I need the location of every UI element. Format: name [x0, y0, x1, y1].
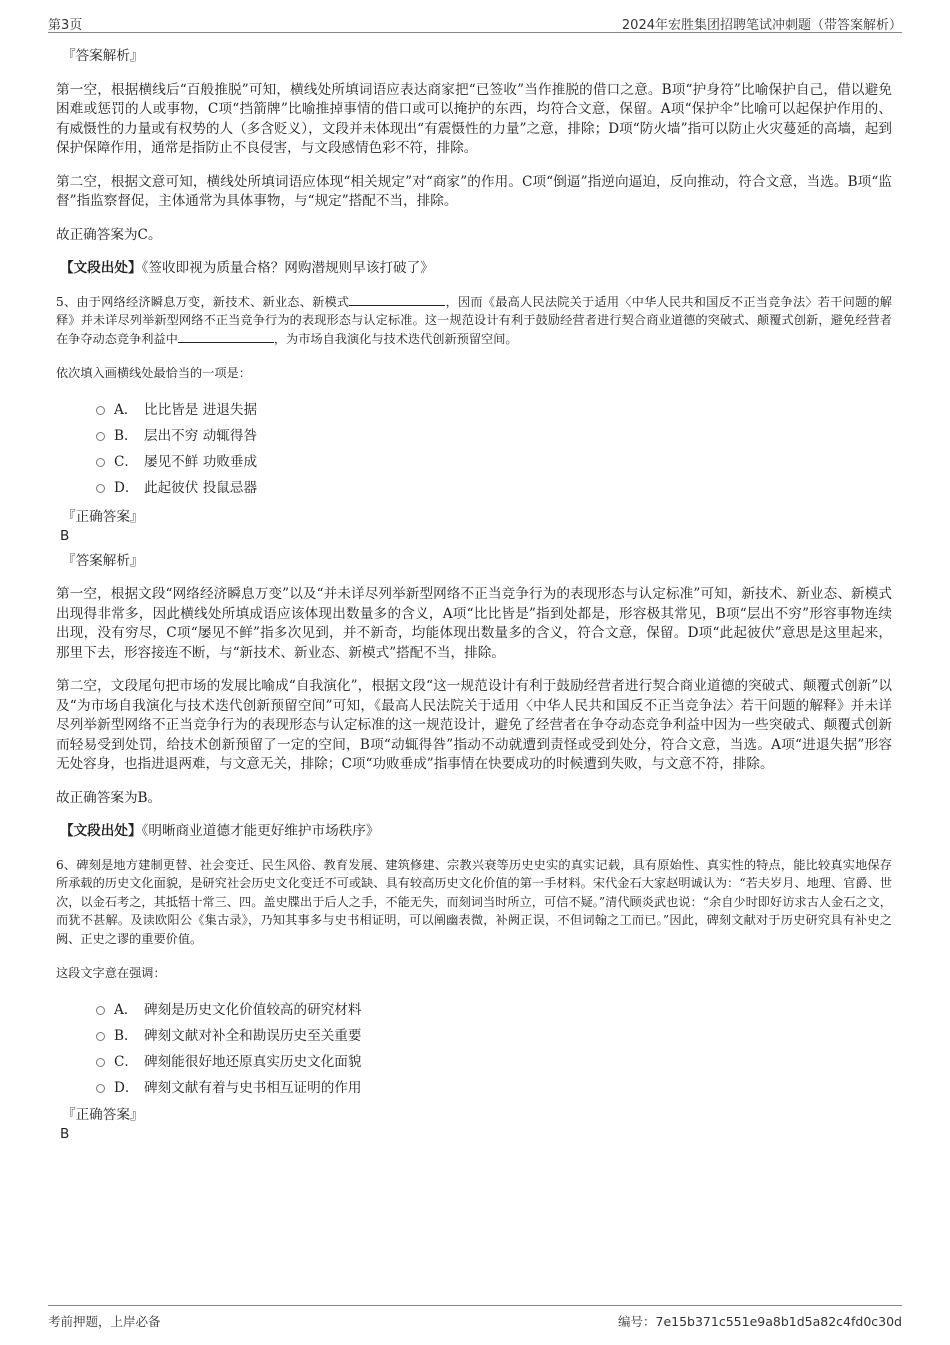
q4-analysis-p1: 第一空，根据横线后“百般推脱”可知，横线处所填词语应表达商家把“已签收”当作推脱的借口之意。B项“护身符”比喻保护自己，借以避免困难或惩罚的人或事物，C项“挡箭牌”比喻推掉事情的借口或可以掩护的东西，均符合文意，保留。A项“保护伞”比喻可以起保护作用的、有威慑性的力量或有权势的人（多含贬义），文段并未体现出“有震慑性的力量”之意，排除；D项“防火墙”指可以防止火灾蔓延的高墙，起到保护保障作用，通常是指防止不良侵害，与文段感情色彩不符，排除。 [56, 81, 892, 156]
q5-prompt: 依次填入画横线处最恰当的一项是： [56, 366, 251, 380]
q5-analysis-label: 『答案解析』 [62, 552, 144, 569]
q5-analysis-p1: 第一空，根据文段“网络经济瞬息万变”以及“并未详尽列举新型网络不正当竞争行为的表现形态与认定标准”可知，新技术、新业态、新模式出现得非常多，因此横线处所填成语应该体现出数量多的含义，A项“比比皆是”指到处都是，形容极其常见，B项“层出不穷”形容事物连续出现，没有穷尽，C项“屡见不鲜”指多次见到，并不新奇，均能体现出数量多的含义，符合文意，保留。D项“此起彼伏”意思是这里起来，那里下去，形容接连不断，与“新技术、新业态、新模式”搭配不当，排除。 [56, 586, 892, 661]
q6-correct-label: 『正确答案』 [62, 1106, 144, 1123]
option-letter: D． [114, 1079, 139, 1096]
option-text: 层出不穷 动辄得咎 [144, 427, 258, 444]
q4-analysis-p2: 第二空，根据文意可知，横线处所填词语应体现“相关规定”对“商家”的作用。C项“倒逼”指逆向逼迫，反向推动，符合文意，当选。B项“监督”指监察督促，主体通常为具体事物，与“规定”搭配不当，排除。 [56, 173, 892, 209]
q5-source-text: 《明晰商业道德才能更好维护市场秩序》 [141, 823, 380, 839]
radio-icon[interactable] [96, 1006, 105, 1015]
q5-stem-part2: ，因而《最高人民法院关于适用〈中华人民共和国反不正当竞争法〉若干问题的解释》并未详尽列举新型网络不正当竞争行为的表现形态与认定标准。这一规范设计有利于鼓励经营者进行契合商业道德的突破式、颠覆式创新，避免经营者在争夺动态竞争利益中 [56, 294, 892, 346]
radio-icon[interactable] [96, 1084, 105, 1093]
q6-option-b[interactable] [96, 1024, 892, 1050]
q5-correct-answer: B [60, 528, 70, 544]
radio-icon[interactable] [96, 406, 105, 415]
radio-icon[interactable] [96, 458, 105, 467]
radio-icon[interactable] [96, 432, 105, 441]
option-text: 碑刻是历史文化价值较高的研究材料 [144, 1001, 362, 1018]
q4-source-text: 《签收即视为质量合格？网购潜规则早该打破了》 [141, 260, 434, 276]
q6-prompt: 这段文字意在强调： [56, 966, 166, 980]
option-letter: D． [114, 479, 139, 496]
radio-icon[interactable] [96, 484, 105, 493]
q4-source-label: 【文段出处】 [60, 260, 142, 276]
q5-correct-label: 『正确答案』 [62, 508, 144, 525]
option-letter: B． [114, 1027, 138, 1044]
document-title: 2024年宏胜集团招聘笔试冲刺题（带答案解析） [621, 18, 902, 33]
option-letter: C． [114, 453, 138, 470]
document-id: 编号：7e15b371c551e9a8b1d5a82c4fd0c30d [618, 1314, 902, 1329]
q6-correct-answer: B [60, 1126, 70, 1142]
q5-option-c[interactable] [96, 450, 892, 476]
q6-options [96, 998, 892, 1102]
page-header [48, 14, 902, 33]
q4-conclusion: 故正确答案为C。 [56, 226, 162, 243]
option-letter: C． [114, 1053, 138, 1070]
q5-source [60, 822, 892, 842]
q4-source [60, 259, 892, 279]
q4-analysis-label: 『答案解析』 [62, 48, 144, 64]
q5-source-label: 【文段出处】 [60, 823, 142, 839]
q5-option-b[interactable] [96, 424, 892, 450]
q6-option-d[interactable] [96, 1076, 892, 1102]
option-letter: B． [114, 427, 138, 444]
page-content [56, 42, 892, 1145]
q6-stem: 6、碑刻是地方建制更替、社会变迁、民生风俗、教育发展、建筑修建、宗教兴衰等历史史实的真实记载，具有原始性、真实性的特点，能比较真实地保存所承载的历史文化面貌，是研究社会历史文化变迁不可或缺、具有较高历史文化价值的第一手材料。宋代金石大家赵明诚认为：“若夫岁月、地理、官爵、世次，以金石考之，其抵牾十常三、四。盖史牒出于后人之手，不能无失，而刻词当时所立，可信不疑。”清代顾炎武也说：“余自少时即好访求古人金石之文，而犹不甚解。及读欧阳公《集古录》，乃知其事多与史书相证明，可以阐幽表微，补阙正误，不但词翰之工而已。”因此，碑刻文献对于历史研究具有补史之阙、正史之谬的重要价值。 [56, 857, 892, 946]
q5-stem-part3: ，为市场自我演化与技术迭代创新预留空间。 [273, 331, 518, 346]
option-letter: A． [114, 401, 138, 418]
q5-conclusion: 故正确答案为B。 [56, 789, 162, 806]
option-text: 碑刻文献有着与史书相互证明的作用 [144, 1079, 362, 1096]
footer-slogan: 考前押题，上岸必备 [48, 1314, 161, 1329]
page-footer [48, 1305, 902, 1330]
q6-option-c[interactable] [96, 1050, 892, 1076]
option-text: 碑刻能很好地还原真实历史文化面貌 [144, 1053, 362, 1070]
q5-option-a[interactable] [96, 398, 892, 424]
q5-options [96, 398, 892, 502]
q6-option-a[interactable] [96, 998, 892, 1024]
q5-stem-part1: 5、由于网络经济瞬息万变，新技术、新业态、新模式 [56, 294, 350, 309]
option-letter: A． [114, 1001, 138, 1018]
q5-stem [56, 293, 892, 349]
q5-option-d[interactable] [96, 476, 892, 502]
option-text: 此起彼伏 投鼠忌器 [144, 479, 258, 496]
option-text: 比比皆是 进退失据 [144, 401, 258, 418]
q5-blank-2 [178, 330, 274, 343]
radio-icon[interactable] [96, 1058, 105, 1067]
q5-analysis-p2: 第二空，文段尾句把市场的发展比喻成“自我演化”，根据文段“这一规范设计有利于鼓励经营者进行契合商业道德的突破式、颠覆式创新”以及“为市场自我演化与技术迭代创新预留空间”可知，《最高人民法院关于适用〈中华人民共和国反不正当竞争法〉若干问题的解释》并未详尽列举新型网络不正当竞争行为的表现形态与认定标准的这一规范设计，避免了经营者在争夺动态竞争利益中因为一些突破式、颠覆式创新而轻易受到处罚，给技术创新预留了一定的空间，B项“动辄得咎”指动不动就遭到责怪或受到处分，符合文意，当选。A项“进退失据”形容无处容身，也指进退两难，与文意无关，排除；C项“功败垂成”指事情在快要成功的时候遭到失败，与文意不符，排除。 [56, 678, 892, 772]
q5-blank-1 [349, 293, 445, 306]
option-text: 碑刻文献对补全和勘误历史至关重要 [144, 1027, 362, 1044]
radio-icon[interactable] [96, 1032, 105, 1041]
page-number: 第3页 [48, 18, 83, 33]
option-text: 屡见不鲜 功败垂成 [144, 453, 258, 470]
